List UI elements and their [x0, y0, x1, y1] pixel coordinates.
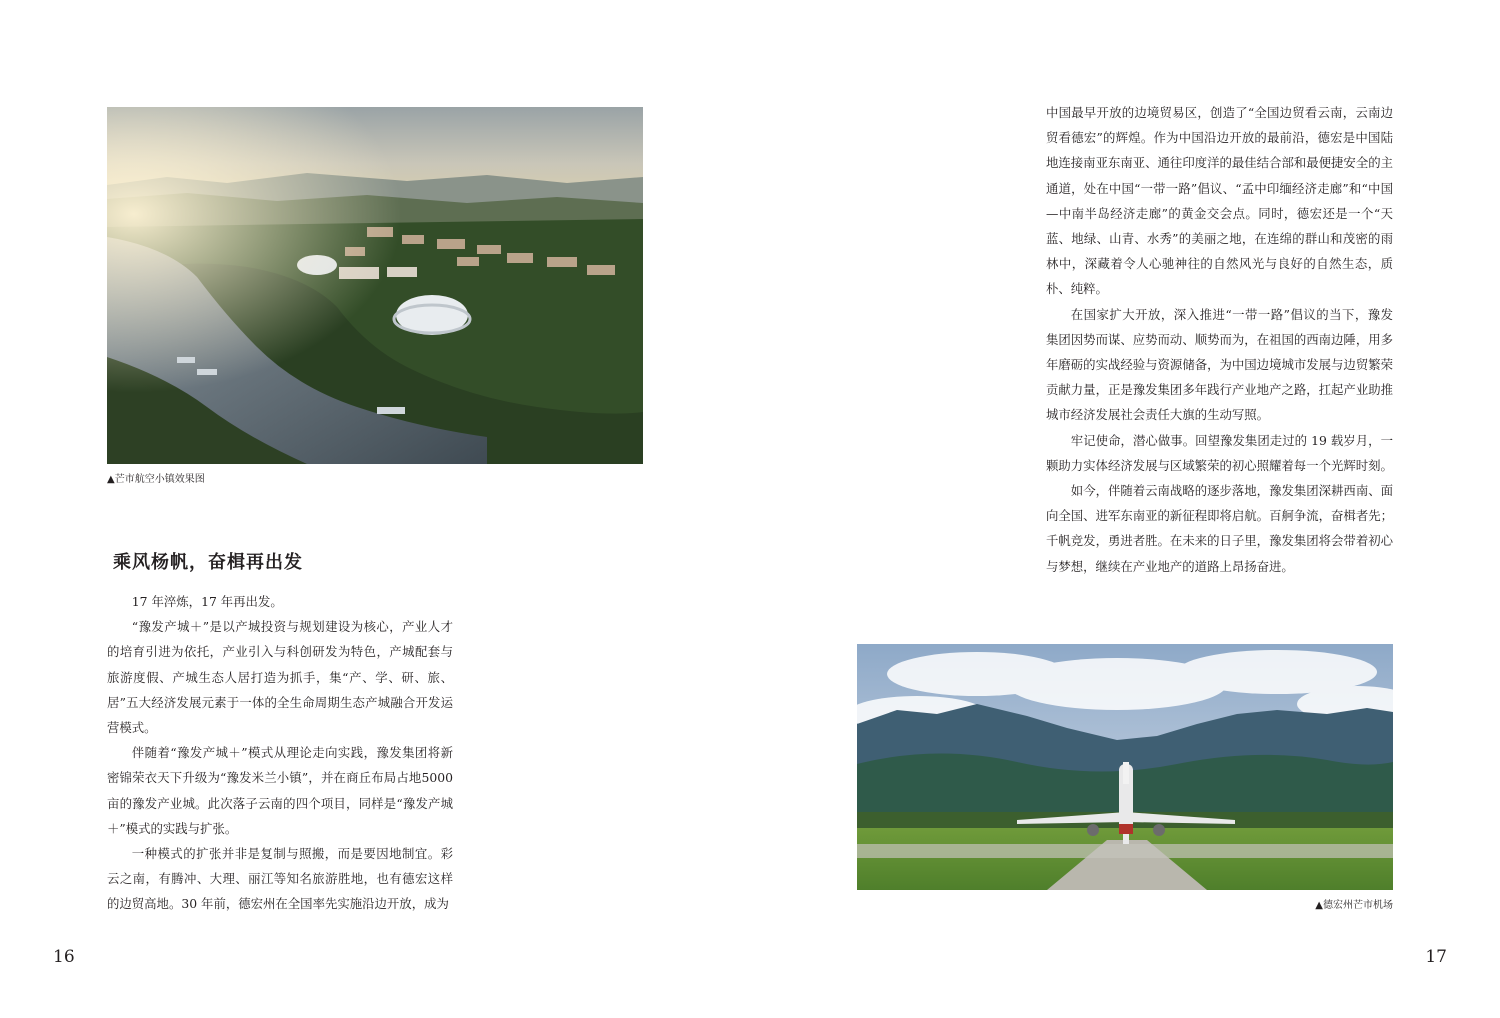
section-heading: 乘风杨帆，奋楫再出发 — [113, 552, 303, 573]
paragraph: “豫发产城＋”是以产城投资与规划建设为核心，产业人才的培育引进为依托，产业引入与科创研发为特色，产城配套与旅游度假、产城生态人居打造为抓手，集“产、学、研、旅、居”五大经济发展元素于一体的全生命周期生态产城融合开发运营模式。 — [107, 619, 453, 736]
page-number: 17 — [1425, 947, 1447, 967]
paragraph: 一种模式的扩张并非是复制与照搬，而是要因地制宜。彩云之南，有腾冲、大理、丽江等知名旅游胜地，也有德宏这样的边贸高地。30 年前，德宏州在全国率先实施沿边开放，成为 — [107, 846, 453, 912]
paragraph: 在国家扩大开放，深入推进“一带一路”倡议的当下，豫发集团因势而谋、应势而动、顺势而为，在祖国的西南边陲，用多年磨砺的实战经验与资源储备，为中国边境城市发展与边贸繁荣贡献力量，正是豫发集团多年践行产业地产之路，扛起产业助推城市经济发展社会责任大旗的生动写照。 — [1046, 306, 1393, 423]
mangshi-airport-photo — [857, 644, 1393, 890]
right-page — [750, 0, 1500, 1018]
paragraph-continuation: 中国最早开放的边境贸易区，创造了“全国边贸看云南，云南边贸看德宏”的辉煌。作为中国沿边开放的最前沿，德宏是中国陆地连接南亚东南亚、通往印度洋的最佳结合部和最便捷安全的主通道，处在中国“一带一路”倡议、“孟中印缅经济走廊”和“中国—中南半岛经济走廊”的黄金交会点。同时，德宏还是一个“天蓝、地绿、山青、水秀”的美丽之地，在连绵的群山和茂密的雨林中，深藏着令人心驰神往的自然风光与良好的自然生态，质朴、纯粹。 — [1046, 105, 1393, 297]
paragraph: 牢记使命，潜心做事。回望豫发集团走过的 19 载岁月，一颗助力实体经济发展与区域繁荣的初心照耀着每一个光辉时刻。 — [1046, 432, 1393, 473]
paragraph: 伴随着“豫发产城＋”模式从理论走向实践，豫发集团将新密锦荣衣天下升级为“豫发米兰小镇”，并在商丘布局占地5000 亩的豫发产业城。此次落子云南的四个项目，同样是“豫发产城＋”模式的实践与扩张。 — [107, 745, 453, 836]
aviation-town-rendering-photo — [107, 107, 643, 464]
photo-caption: ▲芒市航空小镇效果图 — [107, 474, 205, 485]
paragraph: 如今，伴随着云南战略的逐步落地，豫发集团深耕西南、面向全国、进军东南亚的新征程即将启航。百舸争流，奋楫者先；千帆竞发，勇进者胜。在未来的日子里，豫发集团将会带着初心与梦想，继续在产业地产的道路上昂扬奋进。 — [1046, 483, 1393, 574]
paragraph: 17 年淬炼，17 年再出发。 — [131, 594, 283, 609]
left-body-text — [107, 589, 453, 917]
photo-caption: ▲德宏州芒市机场 — [1315, 900, 1393, 911]
right-body-text — [1046, 100, 1393, 579]
page-number: 16 — [53, 947, 75, 967]
